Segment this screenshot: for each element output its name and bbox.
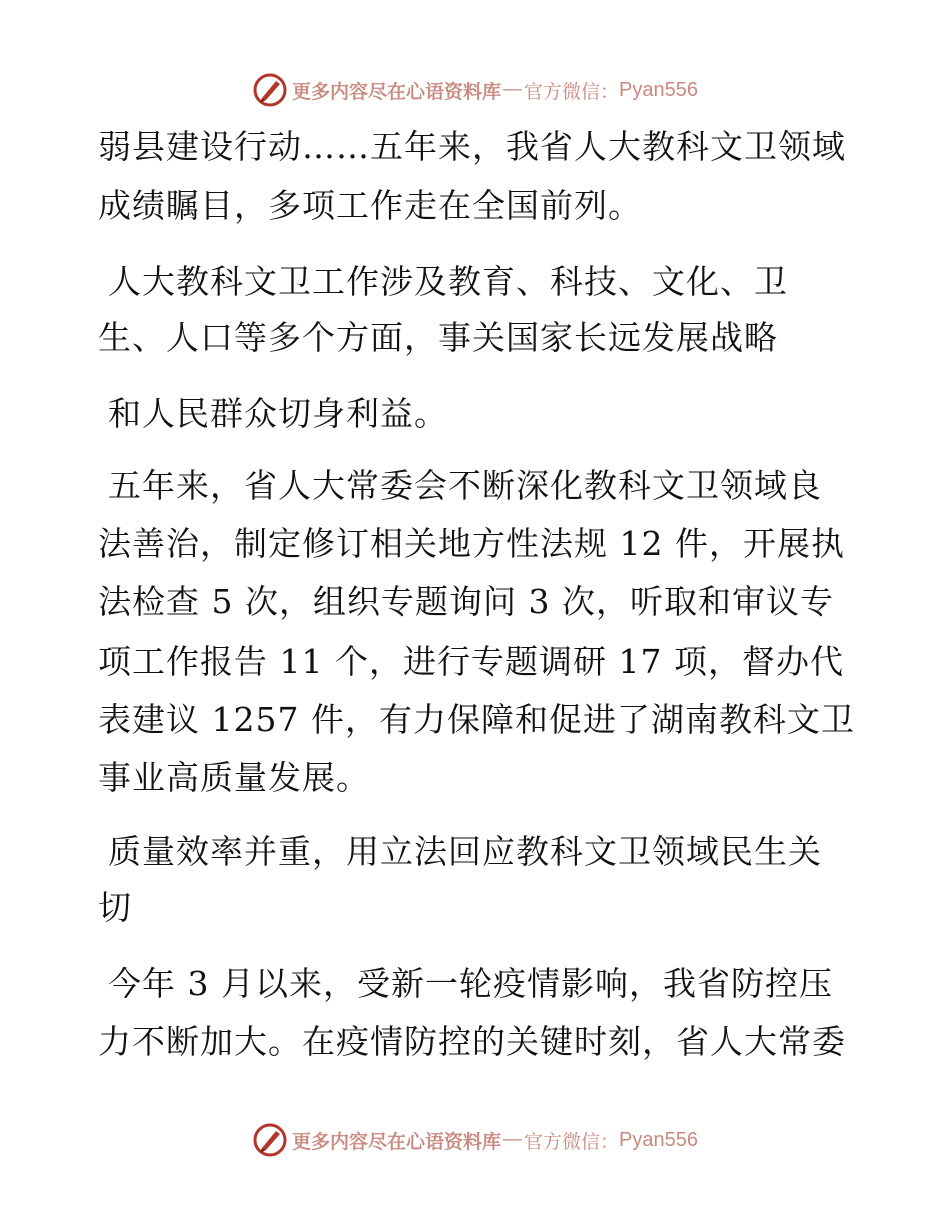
banner-dash: — — [503, 1129, 523, 1150]
text-line: 生、人口等多个方面，事关国家长远发展战略 — [98, 318, 778, 357]
text-line: 弱县建设行动……五年来，我省人大教科文卫领域 — [98, 127, 846, 166]
banner-official-label: 官方微信： — [524, 80, 620, 103]
banner-official-label: 官方微信： — [524, 1130, 620, 1153]
text-line: 项工作报告 11 个，进行专题调研 17 项，督办代 — [98, 642, 844, 681]
footer-banner — [0, 1120, 950, 1160]
text-line: 五年来，省人大常委会不断深化教科文卫领域良 — [108, 466, 822, 505]
header-banner — [0, 70, 950, 110]
banner-dash: — — [503, 79, 523, 100]
text-line: 切 — [98, 888, 132, 927]
text-line: 成绩瞩目，多项工作走在全国前列。 — [98, 186, 642, 225]
text-line: 和人民群众切身利益。 — [108, 394, 448, 433]
text-line: 今年 3 月以来，受新一轮疫情影响，我省防控压 — [108, 964, 833, 1003]
text-line: 人大教科文卫工作涉及教育、科技、文化、卫 — [108, 262, 788, 301]
text-line: 力不断加大。在疫情防控的关键时刻，省人大常委 — [98, 1022, 846, 1061]
banner-title: 更多内容尽在心语资料库 — [292, 80, 502, 103]
text-line: 法检查 5 次，组织专题询问 3 次，听取和审议专 — [98, 582, 834, 621]
text-line: 质量效率并重，用立法回应教科文卫领域民生关 — [108, 832, 822, 871]
text-line: 法善治，制定修订相关地方性法规 12 件，开展执 — [98, 524, 845, 563]
banner-title: 更多内容尽在心语资料库 — [292, 1130, 502, 1153]
text-line: 事业高质量发展。 — [98, 758, 370, 797]
pen-logo-icon — [252, 1122, 288, 1158]
banner-wechat-id: Pyan556 — [619, 1128, 698, 1151]
pen-logo-icon — [252, 72, 288, 108]
banner-wechat-id: Pyan556 — [619, 78, 698, 101]
text-line: 表建议 1257 件，有力保障和促进了湖南教科文卫 — [98, 700, 855, 739]
